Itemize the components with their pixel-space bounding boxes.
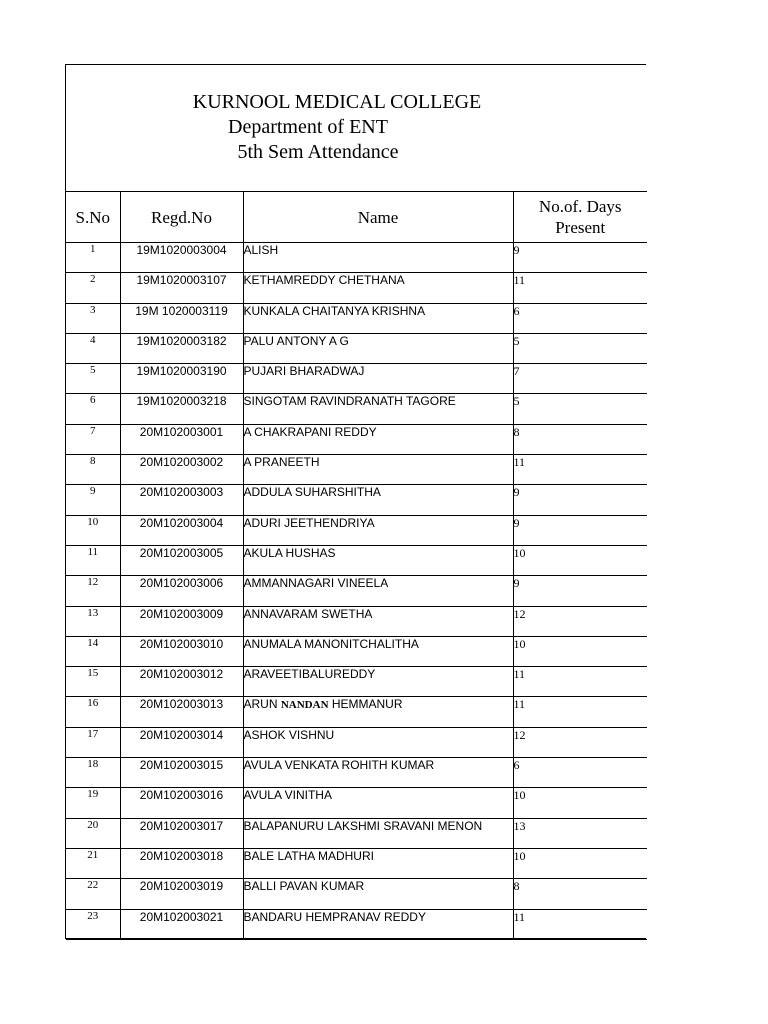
cell-regd-no: 20M102003004	[120, 515, 243, 545]
cell-name: ADDULA SUHARSHITHA	[243, 485, 513, 515]
table-row	[66, 818, 647, 848]
cell-days-present: 11	[513, 667, 647, 697]
table-row	[66, 758, 647, 788]
cell-regd-no: 20M102003018	[120, 848, 243, 878]
table-row	[66, 545, 647, 575]
cell-name: ADURI JEETHENDRIYA	[243, 515, 513, 545]
column-header-sno: S.No	[66, 192, 120, 243]
cell-regd-no: 20M102003006	[120, 576, 243, 606]
cell-days-present: 6	[513, 758, 647, 788]
cell-name: BALAPANURU LAKSHMI SRAVANI MENON	[243, 818, 513, 848]
table-row	[66, 424, 647, 454]
cell-days-present: 10	[513, 636, 647, 666]
cell-regd-no: 19M1020003004	[120, 243, 243, 273]
cell-name: ALISH	[243, 243, 513, 273]
cell-days-present: 9	[513, 243, 647, 273]
column-header-days-line1: No.of. Days	[538, 197, 622, 216]
cell-sno: 7	[66, 424, 120, 454]
cell-sno: 16	[66, 697, 120, 727]
column-header-days-line2: Present	[555, 218, 606, 237]
cell-sno: 22	[66, 879, 120, 909]
table-row	[66, 576, 647, 606]
cell-days-present: 9	[513, 485, 647, 515]
table-row	[66, 909, 647, 939]
cell-sno: 19	[66, 788, 120, 818]
table-row	[66, 848, 647, 878]
column-header-name: Name	[243, 192, 513, 243]
table-header-row	[66, 192, 647, 243]
cell-days-present: 12	[513, 727, 647, 757]
cell-regd-no: 19M 1020003119	[120, 303, 243, 333]
cell-days-present: 10	[513, 788, 647, 818]
cell-sno: 21	[66, 848, 120, 878]
cell-sno: 3	[66, 303, 120, 333]
cell-days-present: 7	[513, 364, 647, 394]
cell-name-part: ARUN	[243, 697, 281, 712]
cell-name: ARAVEETIBALUREDDY	[243, 667, 513, 697]
table-row	[66, 727, 647, 757]
cell-name: A PRANEETH	[243, 455, 513, 485]
cell-regd-no: 20M102003016	[120, 788, 243, 818]
college-title: KURNOOL MEDICAL COLLEGE	[192, 91, 482, 113]
cell-sno: 1	[66, 243, 120, 273]
cell-regd-no: 20M102003009	[120, 606, 243, 636]
cell-regd-no: 20M102003003	[120, 485, 243, 515]
table-row	[66, 455, 647, 485]
cell-name: ASHOK VISHNU	[243, 727, 513, 757]
cell-sno: 13	[66, 606, 120, 636]
cell-days-present: 11	[513, 697, 647, 727]
cell-days-present: 10	[513, 545, 647, 575]
table-row	[66, 273, 647, 303]
cell-days-present: 5	[513, 333, 647, 363]
cell-name-part-bold: NANDAN	[280, 699, 329, 712]
sheet-header	[66, 65, 646, 192]
cell-days-present: 11	[513, 909, 647, 939]
cell-regd-no: 20M102003014	[120, 727, 243, 757]
table-row	[66, 667, 647, 697]
cell-sno: 9	[66, 485, 120, 515]
cell-name-part: HEMMANUR	[328, 697, 403, 712]
cell-sno: 20	[66, 818, 120, 848]
cell-name: BANDARU HEMPRANAV REDDY	[243, 909, 513, 939]
table-row	[66, 697, 647, 727]
cell-regd-no: 19M1020003107	[120, 273, 243, 303]
table-row	[66, 515, 647, 545]
cell-days-present: 9	[513, 576, 647, 606]
cell-sno: 2	[66, 273, 120, 303]
table-row	[66, 303, 647, 333]
cell-sno: 14	[66, 636, 120, 666]
table-row	[66, 636, 647, 666]
cell-days-present: 11	[513, 273, 647, 303]
cell-days-present: 8	[513, 879, 647, 909]
attendance-title: 5th Sem Attendance	[237, 141, 399, 163]
cell-name: ANUMALA MANONITCHALITHA	[243, 636, 513, 666]
cell-days-present: 12	[513, 606, 647, 636]
table-row	[66, 333, 647, 363]
table-row	[66, 879, 647, 909]
attendance-sheet	[65, 64, 646, 939]
cell-sno: 8	[66, 455, 120, 485]
column-header-regd: Regd.No	[120, 192, 243, 243]
cell-sno: 5	[66, 364, 120, 394]
cell-sno: 10	[66, 515, 120, 545]
table-row	[66, 364, 647, 394]
cell-name: A CHAKRAPANI REDDY	[243, 424, 513, 454]
table-row	[66, 485, 647, 515]
attendance-table	[66, 191, 647, 940]
cell-name: BALE LATHA MADHURI	[243, 848, 513, 878]
cell-sno: 11	[66, 545, 120, 575]
cell-name	[243, 697, 513, 727]
cell-regd-no: 20M102003013	[120, 697, 243, 727]
cell-sno: 23	[66, 909, 120, 939]
cell-days-present: 13	[513, 818, 647, 848]
table-row	[66, 606, 647, 636]
table-row	[66, 788, 647, 818]
cell-name: KUNKALA CHAITANYA KRISHNA	[243, 303, 513, 333]
cell-regd-no: 20M102003010	[120, 636, 243, 666]
cell-sno: 15	[66, 667, 120, 697]
cell-regd-no: 20M102003017	[120, 818, 243, 848]
cell-name: AVULA VINITHA	[243, 788, 513, 818]
column-header-days	[513, 192, 647, 243]
table-row	[66, 394, 647, 424]
cell-days-present: 10	[513, 848, 647, 878]
cell-name: PALU ANTONY A G	[243, 333, 513, 363]
cell-regd-no: 19M1020003182	[120, 333, 243, 363]
cell-regd-no: 19M1020003190	[120, 364, 243, 394]
cell-days-present: 5	[513, 394, 647, 424]
cell-regd-no: 20M102003012	[120, 667, 243, 697]
cell-regd-no: 20M102003021	[120, 909, 243, 939]
cell-sno: 17	[66, 727, 120, 757]
cell-days-present: 8	[513, 424, 647, 454]
cell-name: BALLI PAVAN KUMAR	[243, 879, 513, 909]
cell-regd-no: 19M1020003218	[120, 394, 243, 424]
cell-name: PUJARI BHARADWAJ	[243, 364, 513, 394]
cell-regd-no: 20M102003002	[120, 455, 243, 485]
cell-sno: 6	[66, 394, 120, 424]
department-title: Department of ENT	[228, 116, 388, 138]
cell-sno: 18	[66, 758, 120, 788]
cell-days-present: 6	[513, 303, 647, 333]
cell-sno: 4	[66, 333, 120, 363]
cell-name: AVULA VENKATA ROHITH KUMAR	[243, 758, 513, 788]
cell-name: ANNAVARAM SWETHA	[243, 606, 513, 636]
cell-days-present: 9	[513, 515, 647, 545]
table-row	[66, 243, 647, 273]
cell-name: AMMANNAGARI VINEELA	[243, 576, 513, 606]
cell-regd-no: 20M102003001	[120, 424, 243, 454]
cell-days-present: 11	[513, 455, 647, 485]
cell-regd-no: 20M102003019	[120, 879, 243, 909]
cell-name: AKULA HUSHAS	[243, 545, 513, 575]
cell-sno: 12	[66, 576, 120, 606]
cell-name: SINGOTAM RAVINDRANATH TAGORE	[243, 394, 513, 424]
cell-regd-no: 20M102003005	[120, 545, 243, 575]
cell-regd-no: 20M102003015	[120, 758, 243, 788]
cell-name: KETHAMREDDY CHETHANA	[243, 273, 513, 303]
